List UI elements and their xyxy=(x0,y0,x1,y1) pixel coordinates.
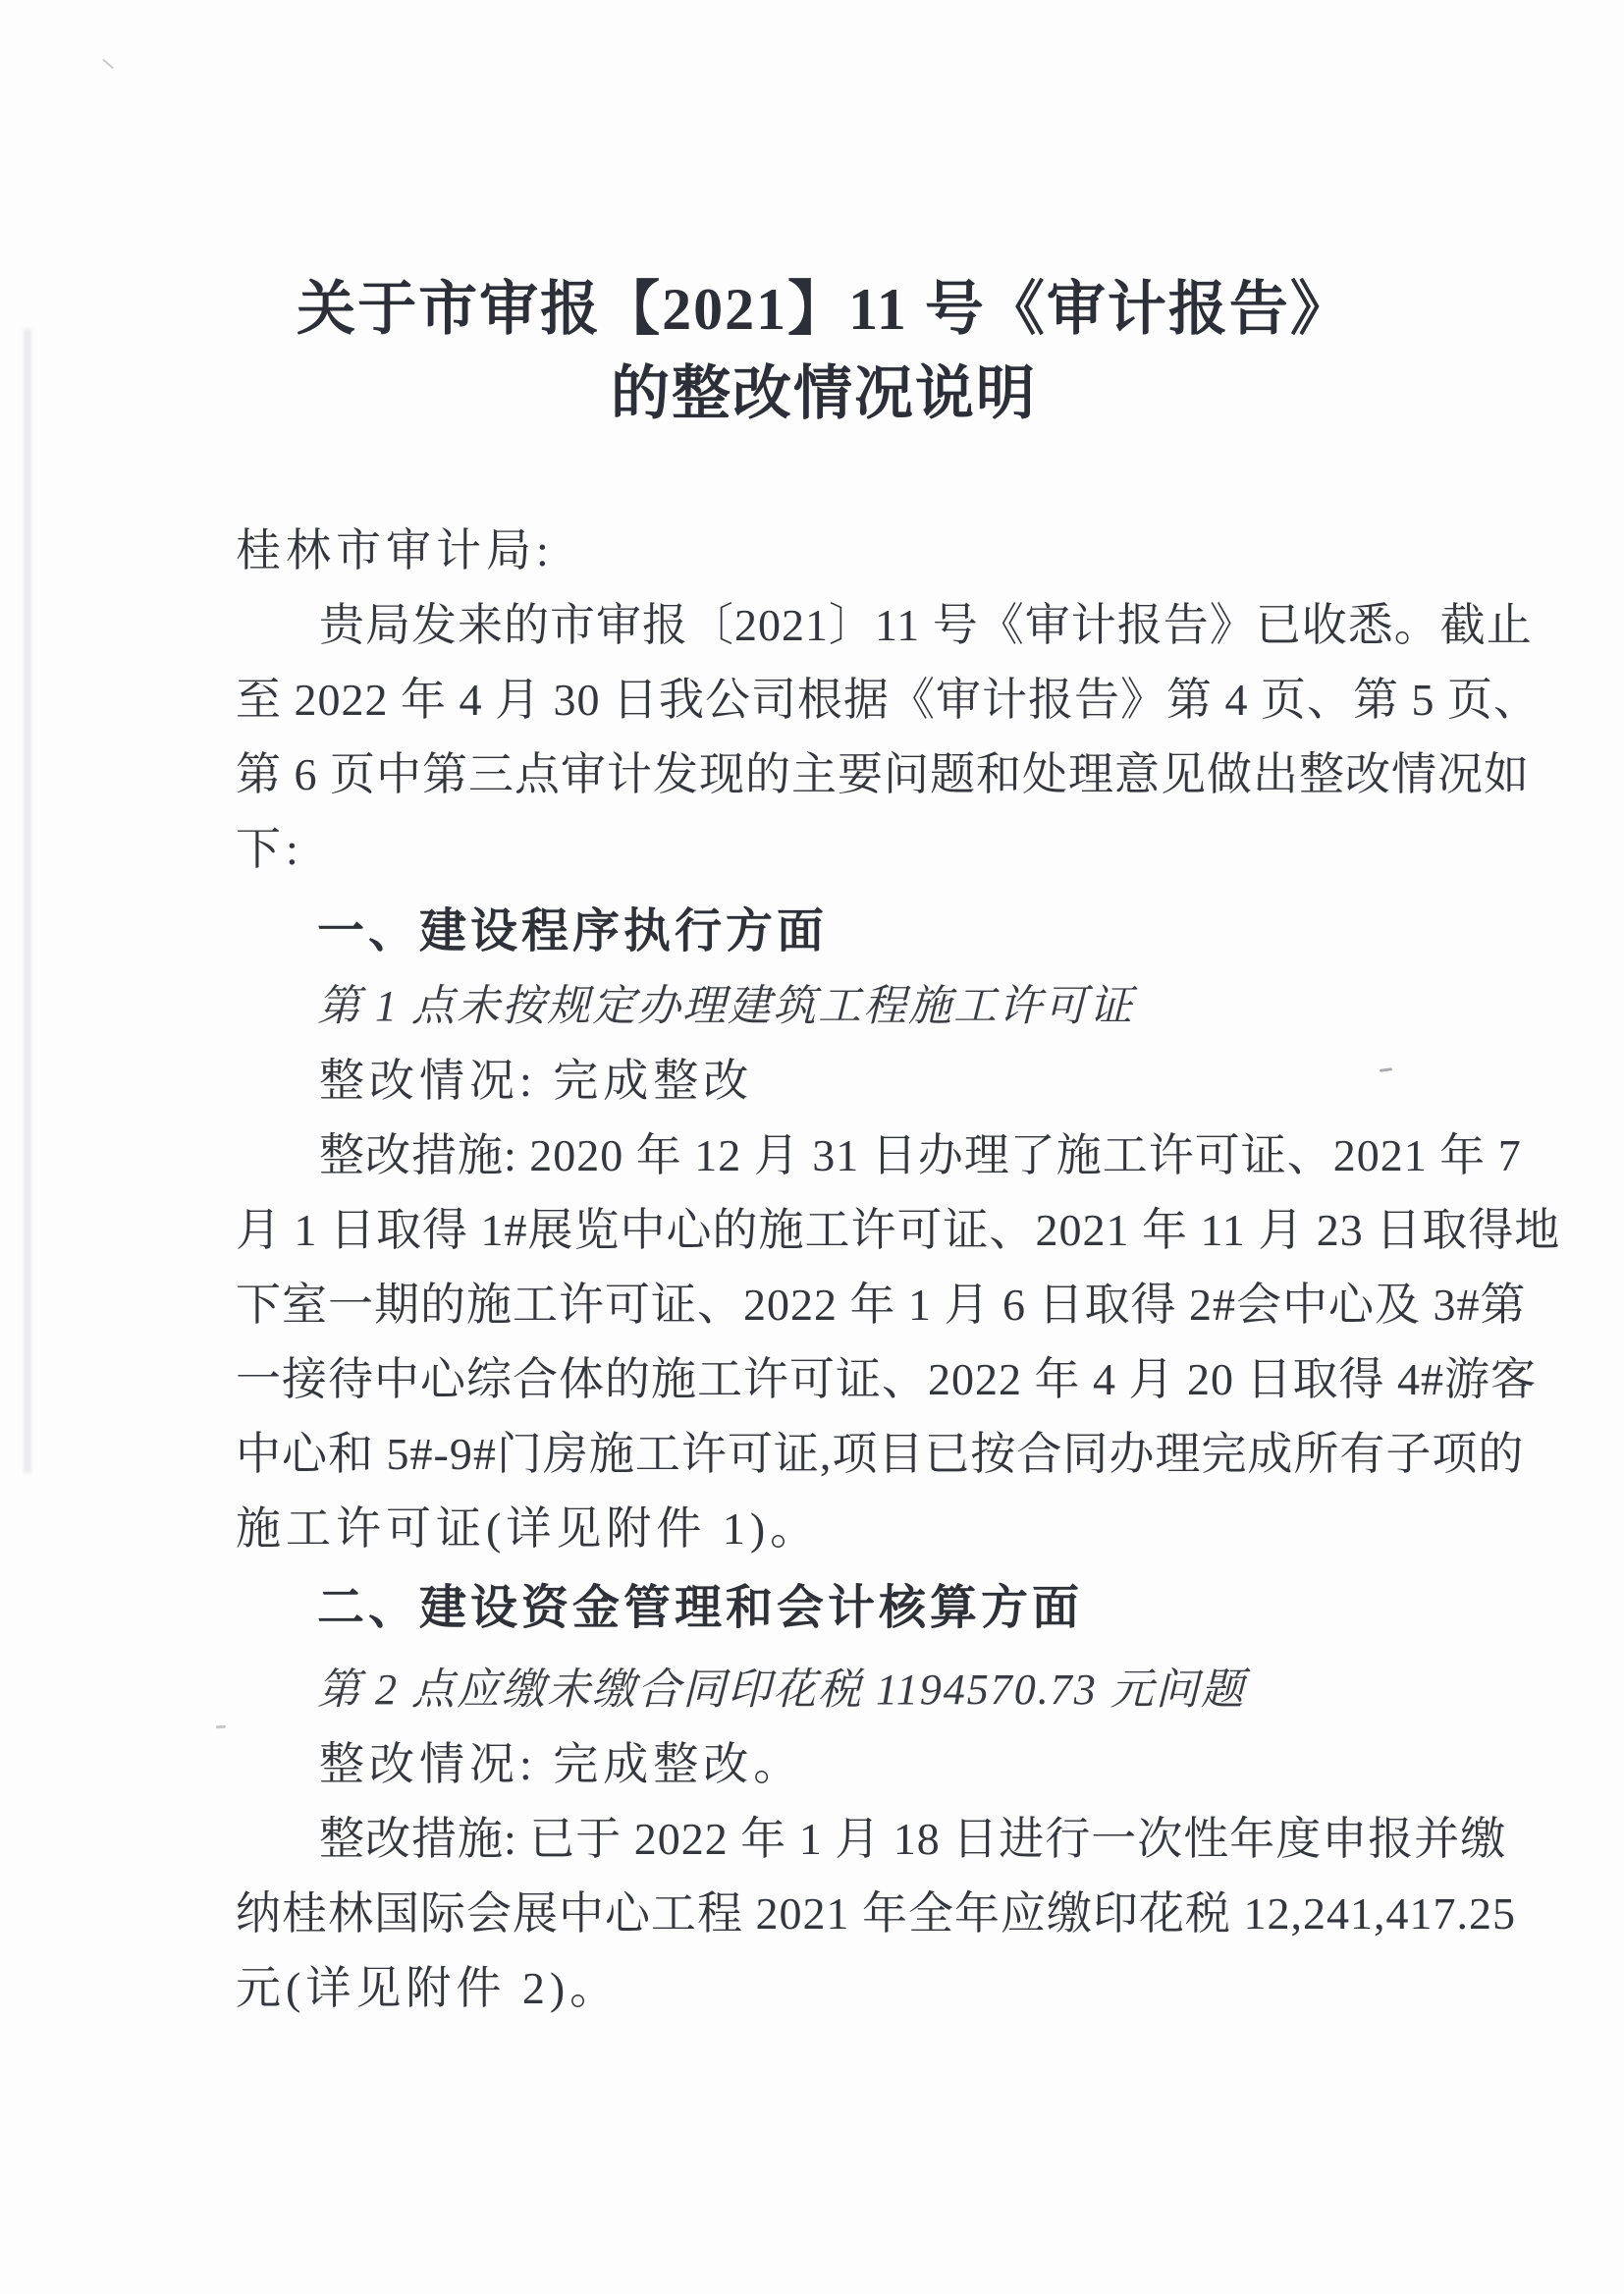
section-1-status-line: 整改情况: 完成整改 xyxy=(319,1056,754,1106)
title-line-1: 关于市审报【2021】11 号《审计报告》 xyxy=(297,277,1351,342)
section-1-measures-line-4: 一接待中心综合体的施工许可证、2022 年 4 月 20 日取得 4#游客 xyxy=(236,1354,1537,1404)
intro-line-4: 下: xyxy=(236,824,303,874)
intro-line-3: 第 6 页中第三点审计发现的主要问题和处理意见做出整改情况如 xyxy=(236,749,1530,799)
section-2-status-line: 整改情况: 完成整改。 xyxy=(319,1739,804,1789)
section-1-measures-line-1: 整改措施: 2020 年 12 月 31 日办理了施工许可证、2021 年 7 xyxy=(319,1130,1522,1180)
scan-streak-artifact xyxy=(24,329,31,1473)
section-2-measures-line-2: 纳桂林国际会展中心工程 2021 年全年应缴印花税 12,241,417.25 xyxy=(236,1888,1516,1939)
scan-speck-artifact xyxy=(216,1725,226,1729)
section-2-measures-line-3: 元(详见附件 2)。 xyxy=(236,1963,621,2013)
section-1-measures-line-3: 下室一期的施工许可证、2022 年 1 月 6 日取得 2#会中心及 3#第 xyxy=(236,1280,1527,1330)
salutation-line: 桂林市审计局: xyxy=(236,525,554,575)
intro-line-1: 贵局发来的市审报〔2021〕11 号《审计报告》已收悉。截止 xyxy=(319,600,1533,650)
section-1-measures-line-2: 月 1 日取得 1#展览中心的施工许可证、2021 年 11 月 23 日取得地 xyxy=(236,1205,1561,1255)
section-1-issue-line: 第 1 点未按规定办理建筑工程施工许可证 xyxy=(317,982,1134,1030)
scan-speck-artifact xyxy=(102,59,114,70)
section-1-measures-line-6: 施工许可证(详见附件 1)。 xyxy=(236,1503,821,1554)
title-line-2: 的整改情况说明 xyxy=(611,361,1037,426)
document-body xyxy=(236,514,1561,2026)
section-2-measures-line-1: 整改措施: 已于 2022 年 1 月 18 日进行一次性年度申报并缴 xyxy=(319,1814,1507,1864)
intro-line-2: 至 2022 年 4 月 30 日我公司根据《审计报告》第 4 页、第 5 页、 xyxy=(236,675,1540,725)
section-1-heading: 一、建设程序执行方面 xyxy=(317,905,829,957)
section-1-measures-line-5: 中心和 5#-9#门房施工许可证,项目已按合同办理完成所有子项的 xyxy=(236,1429,1525,1479)
section-2-issue-line: 第 2 点应缴未缴合同印花税 1194570.73 元问题 xyxy=(317,1666,1246,1714)
document-title xyxy=(12,267,1624,436)
section-2-heading: 二、建设资金管理和会计核算方面 xyxy=(317,1582,1084,1634)
